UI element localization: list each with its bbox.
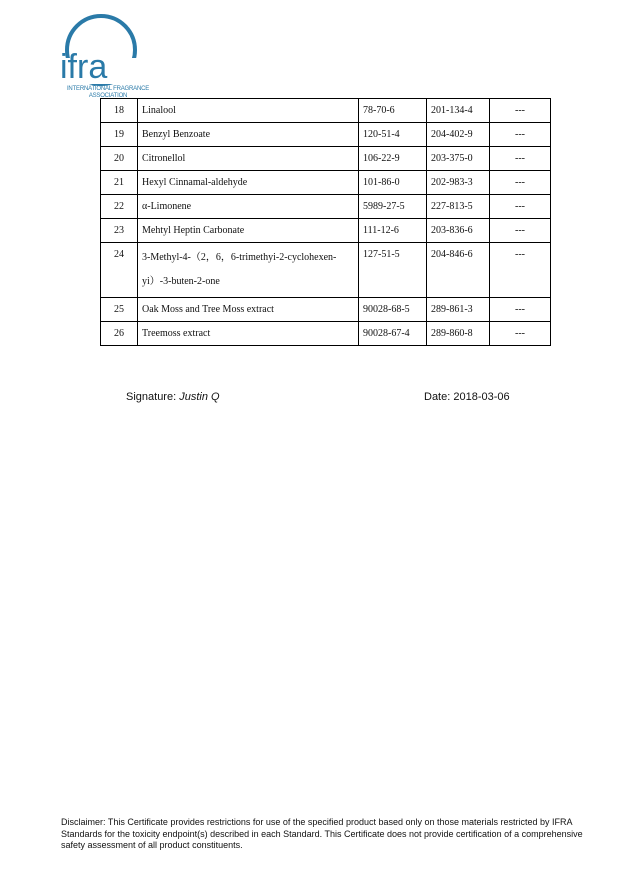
signature-line bbox=[126, 391, 220, 403]
ec-number: 203-375-0 bbox=[427, 147, 490, 171]
substance-name: Oak Moss and Tree Moss extract bbox=[138, 298, 359, 322]
ec-number: 204-846-6 bbox=[427, 243, 490, 298]
ifra-logo-mark bbox=[58, 14, 158, 88]
cas-number: 101-86-0 bbox=[359, 171, 427, 195]
restriction-value: --- bbox=[490, 171, 551, 195]
substance-name: Mehtyl Heptin Carbonate bbox=[138, 219, 359, 243]
ifra-logo bbox=[58, 14, 158, 98]
ec-number: 204-402-9 bbox=[427, 123, 490, 147]
substance-name: Citronellol bbox=[138, 147, 359, 171]
substance-table bbox=[100, 98, 551, 346]
ec-number: 201-134-4 bbox=[427, 99, 490, 123]
row-number: 23 bbox=[101, 219, 138, 243]
row-number: 20 bbox=[101, 147, 138, 171]
table-row bbox=[101, 219, 551, 243]
logo-caption-line2: ASSOCIATION bbox=[88, 92, 128, 99]
cas-number: 5989-27-5 bbox=[359, 195, 427, 219]
row-number: 25 bbox=[101, 298, 138, 322]
substance-name bbox=[138, 243, 359, 298]
cas-number: 90028-67-4 bbox=[359, 322, 427, 346]
table-row bbox=[101, 171, 551, 195]
restriction-value: --- bbox=[490, 195, 551, 219]
substance-name: Treemoss extract bbox=[138, 322, 359, 346]
logo-caption-line1: INTERNATIONAL FRAGRANCE bbox=[66, 86, 150, 92]
cas-number: 120-51-4 bbox=[359, 123, 427, 147]
table-row bbox=[101, 195, 551, 219]
signature-name: Justin Q bbox=[179, 391, 220, 403]
restriction-value: --- bbox=[490, 243, 551, 298]
row-number: 21 bbox=[101, 171, 138, 195]
ec-number: 289-860-8 bbox=[427, 322, 490, 346]
row-number: 22 bbox=[101, 195, 138, 219]
substance-name: Linalool bbox=[138, 99, 359, 123]
ec-number: 227-813-5 bbox=[427, 195, 490, 219]
restriction-value: --- bbox=[490, 99, 551, 123]
cas-number: 90028-68-5 bbox=[359, 298, 427, 322]
cas-number: 127-51-5 bbox=[359, 243, 427, 298]
substance-name-line1: 3-Methyl-4-（2，6，6-trimethyi-2-cyclohexen- bbox=[142, 252, 337, 263]
cas-number: 106-22-9 bbox=[359, 147, 427, 171]
restriction-value: --- bbox=[490, 322, 551, 346]
cas-number: 78-70-6 bbox=[359, 99, 427, 123]
table-row bbox=[101, 123, 551, 147]
signature-label: Signature: bbox=[126, 391, 180, 403]
ec-number: 203-836-6 bbox=[427, 219, 490, 243]
substance-name: Benzyl Benzoate bbox=[138, 123, 359, 147]
restriction-value: --- bbox=[490, 219, 551, 243]
table-row bbox=[101, 322, 551, 346]
restriction-value: --- bbox=[490, 298, 551, 322]
row-number: 26 bbox=[101, 322, 138, 346]
substance-name: α-Limonene bbox=[138, 195, 359, 219]
ec-number: 202-983-3 bbox=[427, 171, 490, 195]
row-number: 19 bbox=[101, 123, 138, 147]
date-line: Date: 2018-03-06 bbox=[424, 391, 510, 403]
row-number: 24 bbox=[101, 243, 138, 298]
substance-name-line2: yi）-3-buten-2-one bbox=[142, 276, 220, 287]
ec-number: 289-861-3 bbox=[427, 298, 490, 322]
table-row bbox=[101, 243, 551, 298]
restriction-value: --- bbox=[490, 123, 551, 147]
row-number: 18 bbox=[101, 99, 138, 123]
logo-wordmark: ifra bbox=[60, 48, 108, 86]
table-row bbox=[101, 298, 551, 322]
table-row bbox=[101, 147, 551, 171]
disclaimer-text: Disclaimer: This Certificate provides restrictions for use of the specified product based only on those materials restricted by IFRA Standards for the toxicity endpoint(s) described in each Standard. This Certificate does not provide certification of a comprehensive safety assessment of all product constituents. bbox=[61, 817, 583, 850]
cas-number: 111-12-6 bbox=[359, 219, 427, 243]
restriction-value: --- bbox=[490, 147, 551, 171]
table-row bbox=[101, 99, 551, 123]
substance-name: Hexyl Cinnamal-aldehyde bbox=[138, 171, 359, 195]
